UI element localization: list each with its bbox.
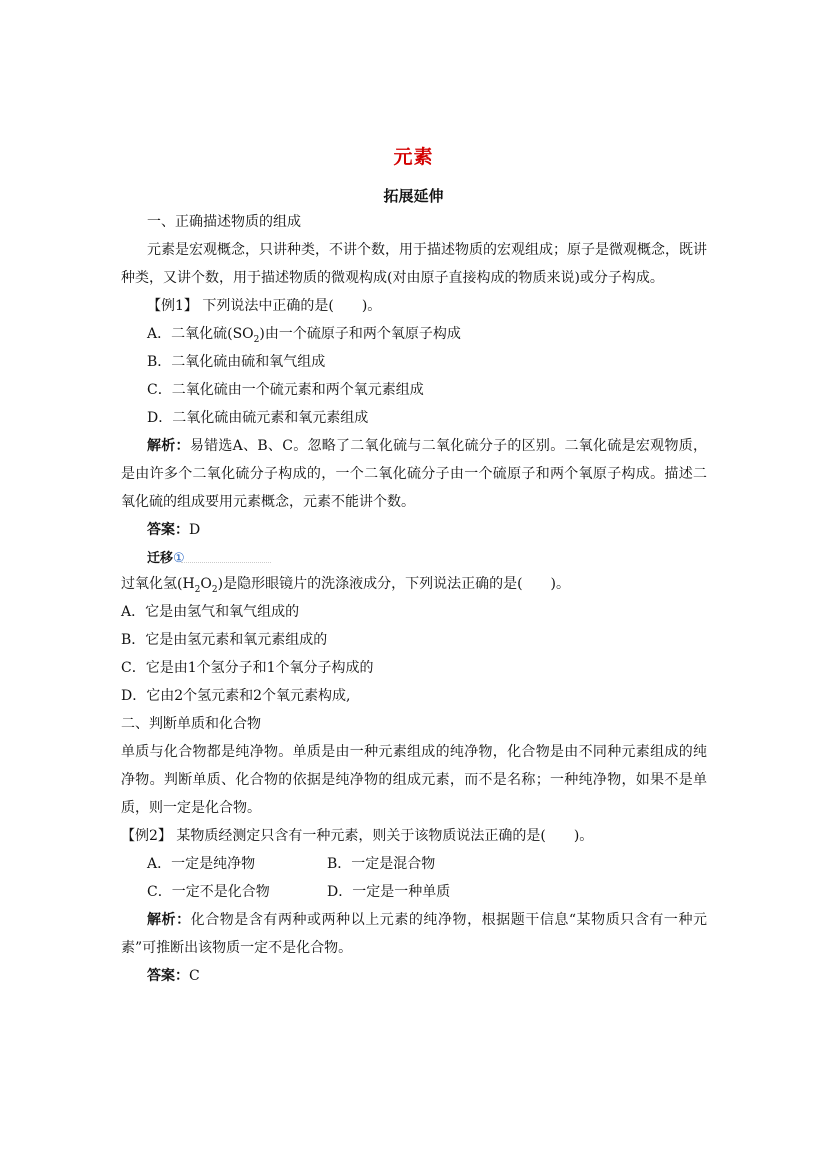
example2-option-b: B．一定是混合物 [327,856,436,872]
transfer1-question: 过氧化氢$(H_2O_2)$是隐形眼镜片的洗涤液成分，下列说法正确的是( )。 [121,576,571,595]
example2-question: 【例2】 某物质经测定只含有一种元素，则关于该物质说法正确的是( )。 [121,828,594,844]
section2-intro: 单质与化合物都是纯净物。单质是由一种元素组成的纯净物，化合物是由不同种元素组成的纯净物。判断单质、化合物的依据是纯净物的组成元素，而不是名称；一种纯净物，如果不是单质，则一定是化合物。 [121,744,707,816]
example1-question: 【例1】 下列说法中正确的是( )。 [147,298,382,314]
document-subtitle: 拓展延伸 [383,187,444,205]
example1-option-c: C．二氧化硫由一个硫元素和两个氧元素组成 [147,382,424,398]
divider [181,562,271,563]
example2-option-a: A．一定是纯净物 [147,856,256,872]
example1-answer: 答案：D [147,522,201,538]
section1-heading: 一、正确描述物质的组成 [147,214,301,230]
example2-options-row-2 [121,878,707,906]
example1-option-a: A．二氧化硫$(SO_2)$由一个硫原子和两个氧原子构成 [147,326,461,345]
example2-analysis: 解析：化合物是含有两种或两种以上元素的纯净物，根据题干信息“某物质只含有一种元素”可推断出该物质一定不是化合物。 [121,912,708,956]
document-title: 元素 [393,146,434,168]
section2-heading: 二、判断单质和化合物 [121,716,261,732]
example2-option-c: C．一定不是化合物 [147,884,270,900]
transfer1-option-c: C．它是由1个氢分子和1个氧分子构成的 [121,660,374,676]
transfer1-option-b: B．它是由氢元素和氧元素组成的 [121,632,328,648]
example1-option-d: D．二氧化硫由硫元素和氧元素组成 [147,410,369,426]
transfer-number-icon: ① [173,551,185,566]
example2-options-row-1 [121,850,707,878]
transfer1-option-a: A．它是由氢气和氧气组成的 [121,604,300,620]
transfer1-option-d: D．它由2个氢元素和2个氧元素构成, [121,688,351,704]
example1-option-b: B．二氧化硫由硫和氧气组成 [147,354,326,370]
example1-analysis: 解析：易错选A、B、C。忽略了二氧化硫与二氧化硫分子的区别。二氧化硫是宏观物质，是由许多个二氧化硫分子构成的，一个二氧化硫分子由一个硫原子和两个氧原子构成。描述二氧化硫的组成要用元素概念，元素不能讲个数。 [121,438,708,510]
example2-option-d: D．一定是一种单质 [327,884,451,900]
example2-answer: 答案：C [147,968,200,984]
transfer1-tag: 迁移① [121,544,707,570]
document-body [121,208,707,990]
section1-intro: 元素是宏观概念，只讲种类，不讲个数，用于描述物质的宏观组成；原子是微观概念，既讲种类，又讲个数，用于描述物质的微观构成(对由原子直接构成的物质来说)或分子构成。 [121,242,707,286]
